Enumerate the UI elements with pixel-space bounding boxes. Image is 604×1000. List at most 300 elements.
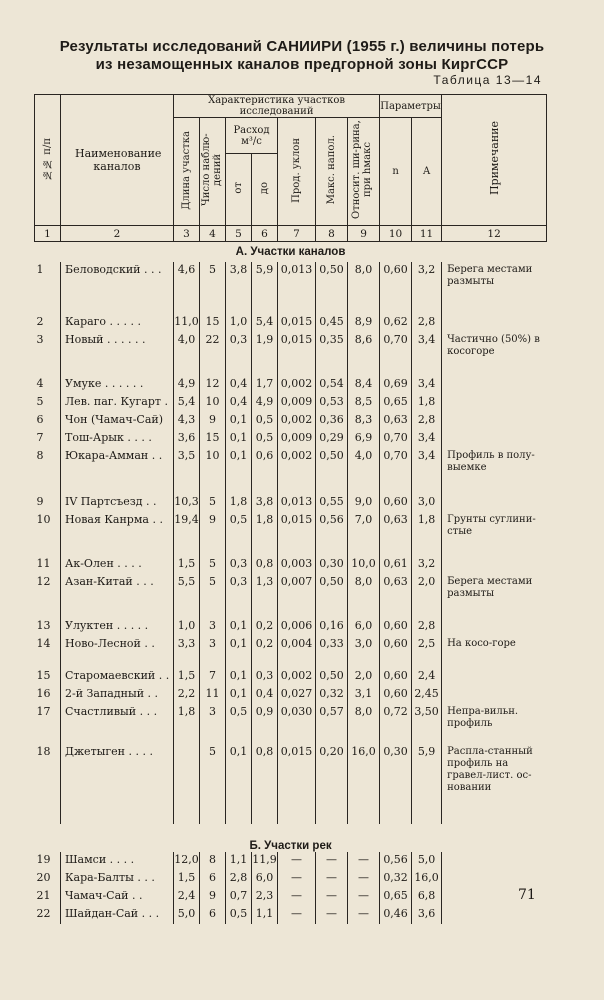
canal-name: Караго . . . . .	[61, 314, 174, 332]
page-title	[30, 38, 574, 74]
flow-from-cell: 0,3	[226, 332, 252, 376]
length-cell: 19,4	[174, 512, 200, 556]
length-cell: 11,0	[174, 314, 200, 332]
canal-name: Улуктен . . . . .	[61, 618, 174, 636]
max-fill-cell: —	[316, 852, 348, 870]
flow-to-cell: 1,3	[252, 574, 278, 618]
row-number: 2	[36, 315, 44, 328]
row-number: 5	[36, 395, 44, 408]
max-fill-cell: 0,30	[316, 556, 348, 574]
max-fill-cell: 0,50	[316, 448, 348, 494]
length-cell	[174, 744, 200, 824]
note-cell: Распла-станный профиль на гравел-лист. ос-новании	[442, 744, 547, 824]
observations-cell: 6	[200, 906, 226, 924]
section-b-title: Б. Участки рек	[249, 840, 332, 852]
rel-width-cell: 8,6	[348, 332, 380, 376]
flow-from-cell: 0,1	[226, 448, 252, 494]
slope-cell: —	[278, 852, 316, 870]
a-cell: 2,8	[412, 618, 442, 636]
observations-cell: 10	[200, 448, 226, 494]
observations-cell: 5	[200, 262, 226, 314]
flow-to-cell: 1,1	[252, 906, 278, 924]
observations-cell: 3	[200, 618, 226, 636]
a-cell: 3,2	[412, 262, 442, 314]
flow-from-cell: 1,0	[226, 314, 252, 332]
row-number: 19	[36, 853, 51, 866]
max-fill-cell: 0,55	[316, 494, 348, 512]
length-cell: 1,0	[174, 618, 200, 636]
observations-cell: 12	[200, 376, 226, 394]
table-row	[35, 852, 547, 870]
rel-width-cell: 6,9	[348, 430, 380, 448]
slope-cell: 0,004	[278, 636, 316, 668]
slope-cell: 0,015	[278, 314, 316, 332]
canal-name: Джетыген . . . .	[61, 744, 174, 824]
rel-width-cell: 8,4	[348, 376, 380, 394]
note-cell	[442, 394, 547, 412]
max-fill-cell: 0,54	[316, 376, 348, 394]
row-number: 15	[36, 669, 51, 682]
note-cell: Грунты суглини-стые	[442, 512, 547, 556]
canal-name: Азан-Китай . . .	[61, 574, 174, 618]
flow-to-cell: 2,3	[252, 888, 278, 906]
n-cell: 0,60	[380, 494, 412, 512]
flow-from-cell: 0,1	[226, 636, 252, 668]
row-number: 18	[36, 745, 51, 758]
length-cell: 10,3	[174, 494, 200, 512]
rel-width-cell: 7,0	[348, 512, 380, 556]
header-row-number: №№ п/п	[35, 95, 61, 226]
flow-to-cell: 0,8	[252, 556, 278, 574]
flow-from-cell: 1,1	[226, 852, 252, 870]
flow-from-cell: 0,4	[226, 376, 252, 394]
n-cell: 0,60	[380, 686, 412, 704]
note-cell: Непра-вильн. профиль	[442, 704, 547, 744]
flow-from-cell: 3,8	[226, 262, 252, 314]
a-cell: 5,0	[412, 852, 442, 870]
n-cell: 0,56	[380, 852, 412, 870]
slope-cell: —	[278, 906, 316, 924]
flow-to-cell: 3,8	[252, 494, 278, 512]
max-fill-cell: 0,53	[316, 394, 348, 412]
a-cell: 1,8	[412, 394, 442, 412]
rel-width-cell: 16,0	[348, 744, 380, 824]
flow-to-cell: 4,9	[252, 394, 278, 412]
a-cell: 2,5	[412, 636, 442, 668]
flow-from-cell: 0,5	[226, 906, 252, 924]
column-numbers-row	[35, 226, 547, 242]
row-number: 6	[36, 413, 44, 426]
observations-cell: 5	[200, 744, 226, 824]
max-fill-cell: 0,50	[316, 262, 348, 314]
max-fill-cell: 0,36	[316, 412, 348, 430]
slope-cell: 0,002	[278, 376, 316, 394]
column-number: 6	[252, 226, 278, 242]
observations-cell: 5	[200, 494, 226, 512]
rel-width-cell: 9,0	[348, 494, 380, 512]
slope-cell: 0,015	[278, 512, 316, 556]
n-cell: 0,72	[380, 704, 412, 744]
canal-name: Умуке . . . . . .	[61, 376, 174, 394]
length-cell: 5,4	[174, 394, 200, 412]
row-number: 9	[36, 495, 44, 508]
slope-cell: 0,002	[278, 412, 316, 430]
n-cell: 0,62	[380, 314, 412, 332]
length-cell: 1,5	[174, 668, 200, 686]
note-cell	[442, 668, 547, 686]
length-cell: 1,5	[174, 556, 200, 574]
title-line-1: Результаты исследований САНИИРИ (1955 г.) величины потерь	[59, 38, 545, 55]
rel-width-cell: 8,9	[348, 314, 380, 332]
n-cell: 0,70	[380, 448, 412, 494]
observations-cell: 6	[200, 870, 226, 888]
max-fill-cell: —	[316, 888, 348, 906]
table-row	[35, 494, 547, 512]
note-cell	[442, 906, 547, 924]
flow-to-cell: 11,9	[252, 852, 278, 870]
a-cell: 3,4	[412, 332, 442, 376]
n-cell: 0,32	[380, 870, 412, 888]
observations-cell: 15	[200, 314, 226, 332]
flow-from-cell: 2,8	[226, 870, 252, 888]
flow-from-cell: 0,1	[226, 430, 252, 448]
a-cell: 1,8	[412, 512, 442, 556]
flow-to-cell: 5,9	[252, 262, 278, 314]
row-number: 20	[36, 871, 51, 884]
flow-to-cell: 1,9	[252, 332, 278, 376]
length-cell: 4,3	[174, 412, 200, 430]
length-cell: 5,5	[174, 574, 200, 618]
header-note: Примечание	[442, 95, 547, 226]
observations-cell: 11	[200, 686, 226, 704]
note-cell	[442, 870, 547, 888]
rel-width-cell: 8,0	[348, 704, 380, 744]
n-cell: 0,63	[380, 512, 412, 556]
slope-cell: 0,027	[278, 686, 316, 704]
length-cell: 2,4	[174, 888, 200, 906]
canal-name: Старомаевский . .	[61, 668, 174, 686]
rel-width-cell: 8,3	[348, 412, 380, 430]
flow-to-cell: 0,8	[252, 744, 278, 824]
note-cell: Берега местами размыты	[442, 262, 547, 314]
flow-to-cell: 1,7	[252, 376, 278, 394]
length-cell: 12,0	[174, 852, 200, 870]
table-row	[35, 512, 547, 556]
canal-name: Новый . . . . . .	[61, 332, 174, 376]
header-rel-width: Относит. ши-рина, при hмакс	[348, 118, 380, 226]
a-cell: 3,4	[412, 448, 442, 494]
max-fill-cell: 0,35	[316, 332, 348, 376]
max-fill-cell: 0,45	[316, 314, 348, 332]
header-flow: Расход м³/с	[226, 118, 278, 154]
n-cell: 0,60	[380, 636, 412, 668]
flow-to-cell: 0,3	[252, 668, 278, 686]
observations-cell: 22	[200, 332, 226, 376]
header-observations: Число наблю-дений	[200, 118, 226, 226]
length-cell: 4,9	[174, 376, 200, 394]
column-number: 10	[380, 226, 412, 242]
flow-from-cell: 0,3	[226, 574, 252, 618]
note-cell: Частично (50%) в косогоре	[442, 332, 547, 376]
rel-width-cell: 8,0	[348, 262, 380, 314]
row-number: 8	[36, 449, 44, 462]
canal-name: Чамач-Сай . .	[61, 888, 174, 906]
row-number: 16	[36, 687, 51, 700]
header-canal-name: Наименование каналов	[61, 95, 174, 226]
flow-from-cell: 0,4	[226, 394, 252, 412]
note-cell: Профиль в полу-выемке	[442, 448, 547, 494]
section-a-title: А. Участки каналов	[235, 246, 346, 258]
flow-from-cell: 0,1	[226, 618, 252, 636]
table-row	[35, 704, 547, 744]
slope-cell: 0,015	[278, 332, 316, 376]
a-cell: 6,8	[412, 888, 442, 906]
row-number: 11	[36, 557, 51, 570]
table-row	[35, 412, 547, 430]
max-fill-cell: 0,16	[316, 618, 348, 636]
canal-name: Юкара-Амман . .	[61, 448, 174, 494]
flow-to-cell: 0,5	[252, 430, 278, 448]
rel-width-cell: —	[348, 906, 380, 924]
max-fill-cell: 0,32	[316, 686, 348, 704]
column-number: 5	[226, 226, 252, 242]
a-cell: 2,8	[412, 412, 442, 430]
n-cell: 0,65	[380, 888, 412, 906]
observations-cell: 3	[200, 704, 226, 744]
header-flow-to: до	[252, 154, 278, 226]
row-number: 21	[36, 889, 51, 902]
a-cell: 2,8	[412, 314, 442, 332]
n-cell: 0,30	[380, 744, 412, 824]
observations-cell: 15	[200, 430, 226, 448]
canal-name: Шайдан-Сай . . .	[61, 906, 174, 924]
rel-width-cell: 6,0	[348, 618, 380, 636]
column-number: 2	[61, 226, 174, 242]
rel-width-cell: —	[348, 870, 380, 888]
row-number: 4	[36, 377, 44, 390]
column-number: 9	[348, 226, 380, 242]
canal-name: Тош-Арык . . . .	[61, 430, 174, 448]
page-number: 71	[518, 887, 536, 903]
column-number: 12	[442, 226, 547, 242]
column-number: 4	[200, 226, 226, 242]
canal-name: 2-й Западный . .	[61, 686, 174, 704]
observations-cell: 7	[200, 668, 226, 686]
flow-to-cell: 0,5	[252, 412, 278, 430]
note-cell	[442, 556, 547, 574]
a-cell: 3,0	[412, 494, 442, 512]
flow-from-cell: 0,5	[226, 512, 252, 556]
column-number: 1	[35, 226, 61, 242]
column-number: 7	[278, 226, 316, 242]
flow-to-cell: 0,9	[252, 704, 278, 744]
table-row	[35, 906, 547, 924]
n-cell: 0,69	[380, 376, 412, 394]
slope-cell: —	[278, 870, 316, 888]
n-cell: 0,60	[380, 618, 412, 636]
row-number: 17	[36, 705, 51, 718]
slope-cell: 0,013	[278, 494, 316, 512]
length-cell: 4,6	[174, 262, 200, 314]
canal-name: Счастливый . . .	[61, 704, 174, 744]
row-number: 22	[36, 907, 51, 920]
canal-name: Шамси . . . .	[61, 852, 174, 870]
header-max-fill: Макс. напол.	[316, 118, 348, 226]
header-group-parameters: Параметры	[380, 95, 442, 118]
flow-from-cell: 0,7	[226, 888, 252, 906]
slope-cell: 0,030	[278, 704, 316, 744]
slope-cell: 0,002	[278, 448, 316, 494]
a-cell: 5,9	[412, 744, 442, 824]
n-cell: 0,65	[380, 394, 412, 412]
canal-name: Беловодский . . .	[61, 262, 174, 314]
slope-cell: 0,007	[278, 574, 316, 618]
table-row	[35, 332, 547, 376]
a-cell: 3,50	[412, 704, 442, 744]
header-slope: Прод. уклон	[278, 118, 316, 226]
flow-from-cell: 0,1	[226, 412, 252, 430]
data-table	[34, 94, 547, 924]
table-row	[35, 668, 547, 686]
n-cell: 0,46	[380, 906, 412, 924]
flow-from-cell: 0,5	[226, 704, 252, 744]
n-cell: 0,70	[380, 430, 412, 448]
flow-from-cell: 0,3	[226, 556, 252, 574]
rel-width-cell: 10,0	[348, 556, 380, 574]
canal-name: Кара-Балты . . .	[61, 870, 174, 888]
n-cell: 0,60	[380, 668, 412, 686]
a-cell: 2,0	[412, 574, 442, 618]
column-number: 8	[316, 226, 348, 242]
length-cell: 1,5	[174, 870, 200, 888]
flow-to-cell: 0,2	[252, 618, 278, 636]
table-row	[35, 430, 547, 448]
n-cell: 0,70	[380, 332, 412, 376]
header-group-characteristics: Характеристика участков исследований	[174, 95, 380, 118]
canal-name: Ак-Олен . . . .	[61, 556, 174, 574]
table-row	[35, 314, 547, 332]
table-row	[35, 376, 547, 394]
canal-name: Ново-Лесной . .	[61, 636, 174, 668]
a-cell: 3,4	[412, 430, 442, 448]
row-number: 13	[36, 619, 51, 632]
flow-from-cell: 1,8	[226, 494, 252, 512]
length-cell: 3,5	[174, 448, 200, 494]
table-row	[35, 556, 547, 574]
header-n: n	[380, 118, 412, 226]
row-number: 12	[36, 575, 51, 588]
flow-from-cell: 0,1	[226, 686, 252, 704]
observations-cell: 9	[200, 512, 226, 556]
max-fill-cell: 0,50	[316, 668, 348, 686]
note-cell	[442, 852, 547, 870]
max-fill-cell: —	[316, 906, 348, 924]
observations-cell: 3	[200, 636, 226, 668]
max-fill-cell: 0,56	[316, 512, 348, 556]
note-cell: Берега местами размыты	[442, 574, 547, 618]
slope-cell: 0,002	[278, 668, 316, 686]
row-number: 1	[36, 263, 44, 276]
flow-to-cell: 5,4	[252, 314, 278, 332]
table-row	[35, 744, 547, 824]
a-cell: 2,4	[412, 668, 442, 686]
rel-width-cell: —	[348, 852, 380, 870]
observations-cell: 5	[200, 556, 226, 574]
slope-cell: 0,006	[278, 618, 316, 636]
note-cell	[442, 376, 547, 394]
row-number: 14	[36, 637, 51, 650]
rel-width-cell: 3,0	[348, 636, 380, 668]
table-row	[35, 618, 547, 636]
length-cell: 5,0	[174, 906, 200, 924]
length-cell: 1,8	[174, 704, 200, 744]
note-cell	[442, 314, 547, 332]
rel-width-cell: 2,0	[348, 668, 380, 686]
a-cell: 3,2	[412, 556, 442, 574]
row-number: 10	[36, 513, 51, 526]
row-number: 3	[36, 333, 44, 346]
table-label: Таблица 13—14	[433, 73, 542, 87]
canal-name: IV Партсъезд . .	[61, 494, 174, 512]
a-cell: 16,0	[412, 870, 442, 888]
observations-cell: 5	[200, 574, 226, 618]
slope-cell: 0,013	[278, 262, 316, 314]
note-cell	[442, 412, 547, 430]
flow-to-cell: 0,6	[252, 448, 278, 494]
slope-cell: 0,015	[278, 744, 316, 824]
rel-width-cell: 4,0	[348, 448, 380, 494]
note-cell: На косо-горе	[442, 636, 547, 668]
slope-cell: 0,009	[278, 394, 316, 412]
max-fill-cell: 0,57	[316, 704, 348, 744]
note-cell	[442, 618, 547, 636]
table-row	[35, 394, 547, 412]
header-length: Длина участка	[174, 118, 200, 226]
flow-from-cell: 0,1	[226, 668, 252, 686]
note-cell	[442, 494, 547, 512]
slope-cell: 0,003	[278, 556, 316, 574]
max-fill-cell: 0,50	[316, 574, 348, 618]
length-cell: 2,2	[174, 686, 200, 704]
flow-to-cell: 6,0	[252, 870, 278, 888]
canal-name: Лев. паг. Кугарт .	[61, 394, 174, 412]
table-row	[35, 636, 547, 668]
flow-to-cell: 0,2	[252, 636, 278, 668]
a-cell: 3,4	[412, 376, 442, 394]
observations-cell: 8	[200, 852, 226, 870]
table-row	[35, 870, 547, 888]
observations-cell: 10	[200, 394, 226, 412]
rel-width-cell: 8,0	[348, 574, 380, 618]
a-cell: 2,45	[412, 686, 442, 704]
length-cell: 3,3	[174, 636, 200, 668]
max-fill-cell: 0,20	[316, 744, 348, 824]
note-cell	[442, 430, 547, 448]
a-cell: 3,6	[412, 906, 442, 924]
max-fill-cell: 0,33	[316, 636, 348, 668]
observations-cell: 9	[200, 888, 226, 906]
canal-name: Новая Канрма . .	[61, 512, 174, 556]
rel-width-cell: —	[348, 888, 380, 906]
table-row	[35, 686, 547, 704]
canal-name: Чон (Чамач-Сай)	[61, 412, 174, 430]
flow-to-cell: 1,8	[252, 512, 278, 556]
rel-width-cell: 3,1	[348, 686, 380, 704]
rel-width-cell: 8,5	[348, 394, 380, 412]
header-flow-from: от	[226, 154, 252, 226]
n-cell: 0,60	[380, 262, 412, 314]
slope-cell: —	[278, 888, 316, 906]
